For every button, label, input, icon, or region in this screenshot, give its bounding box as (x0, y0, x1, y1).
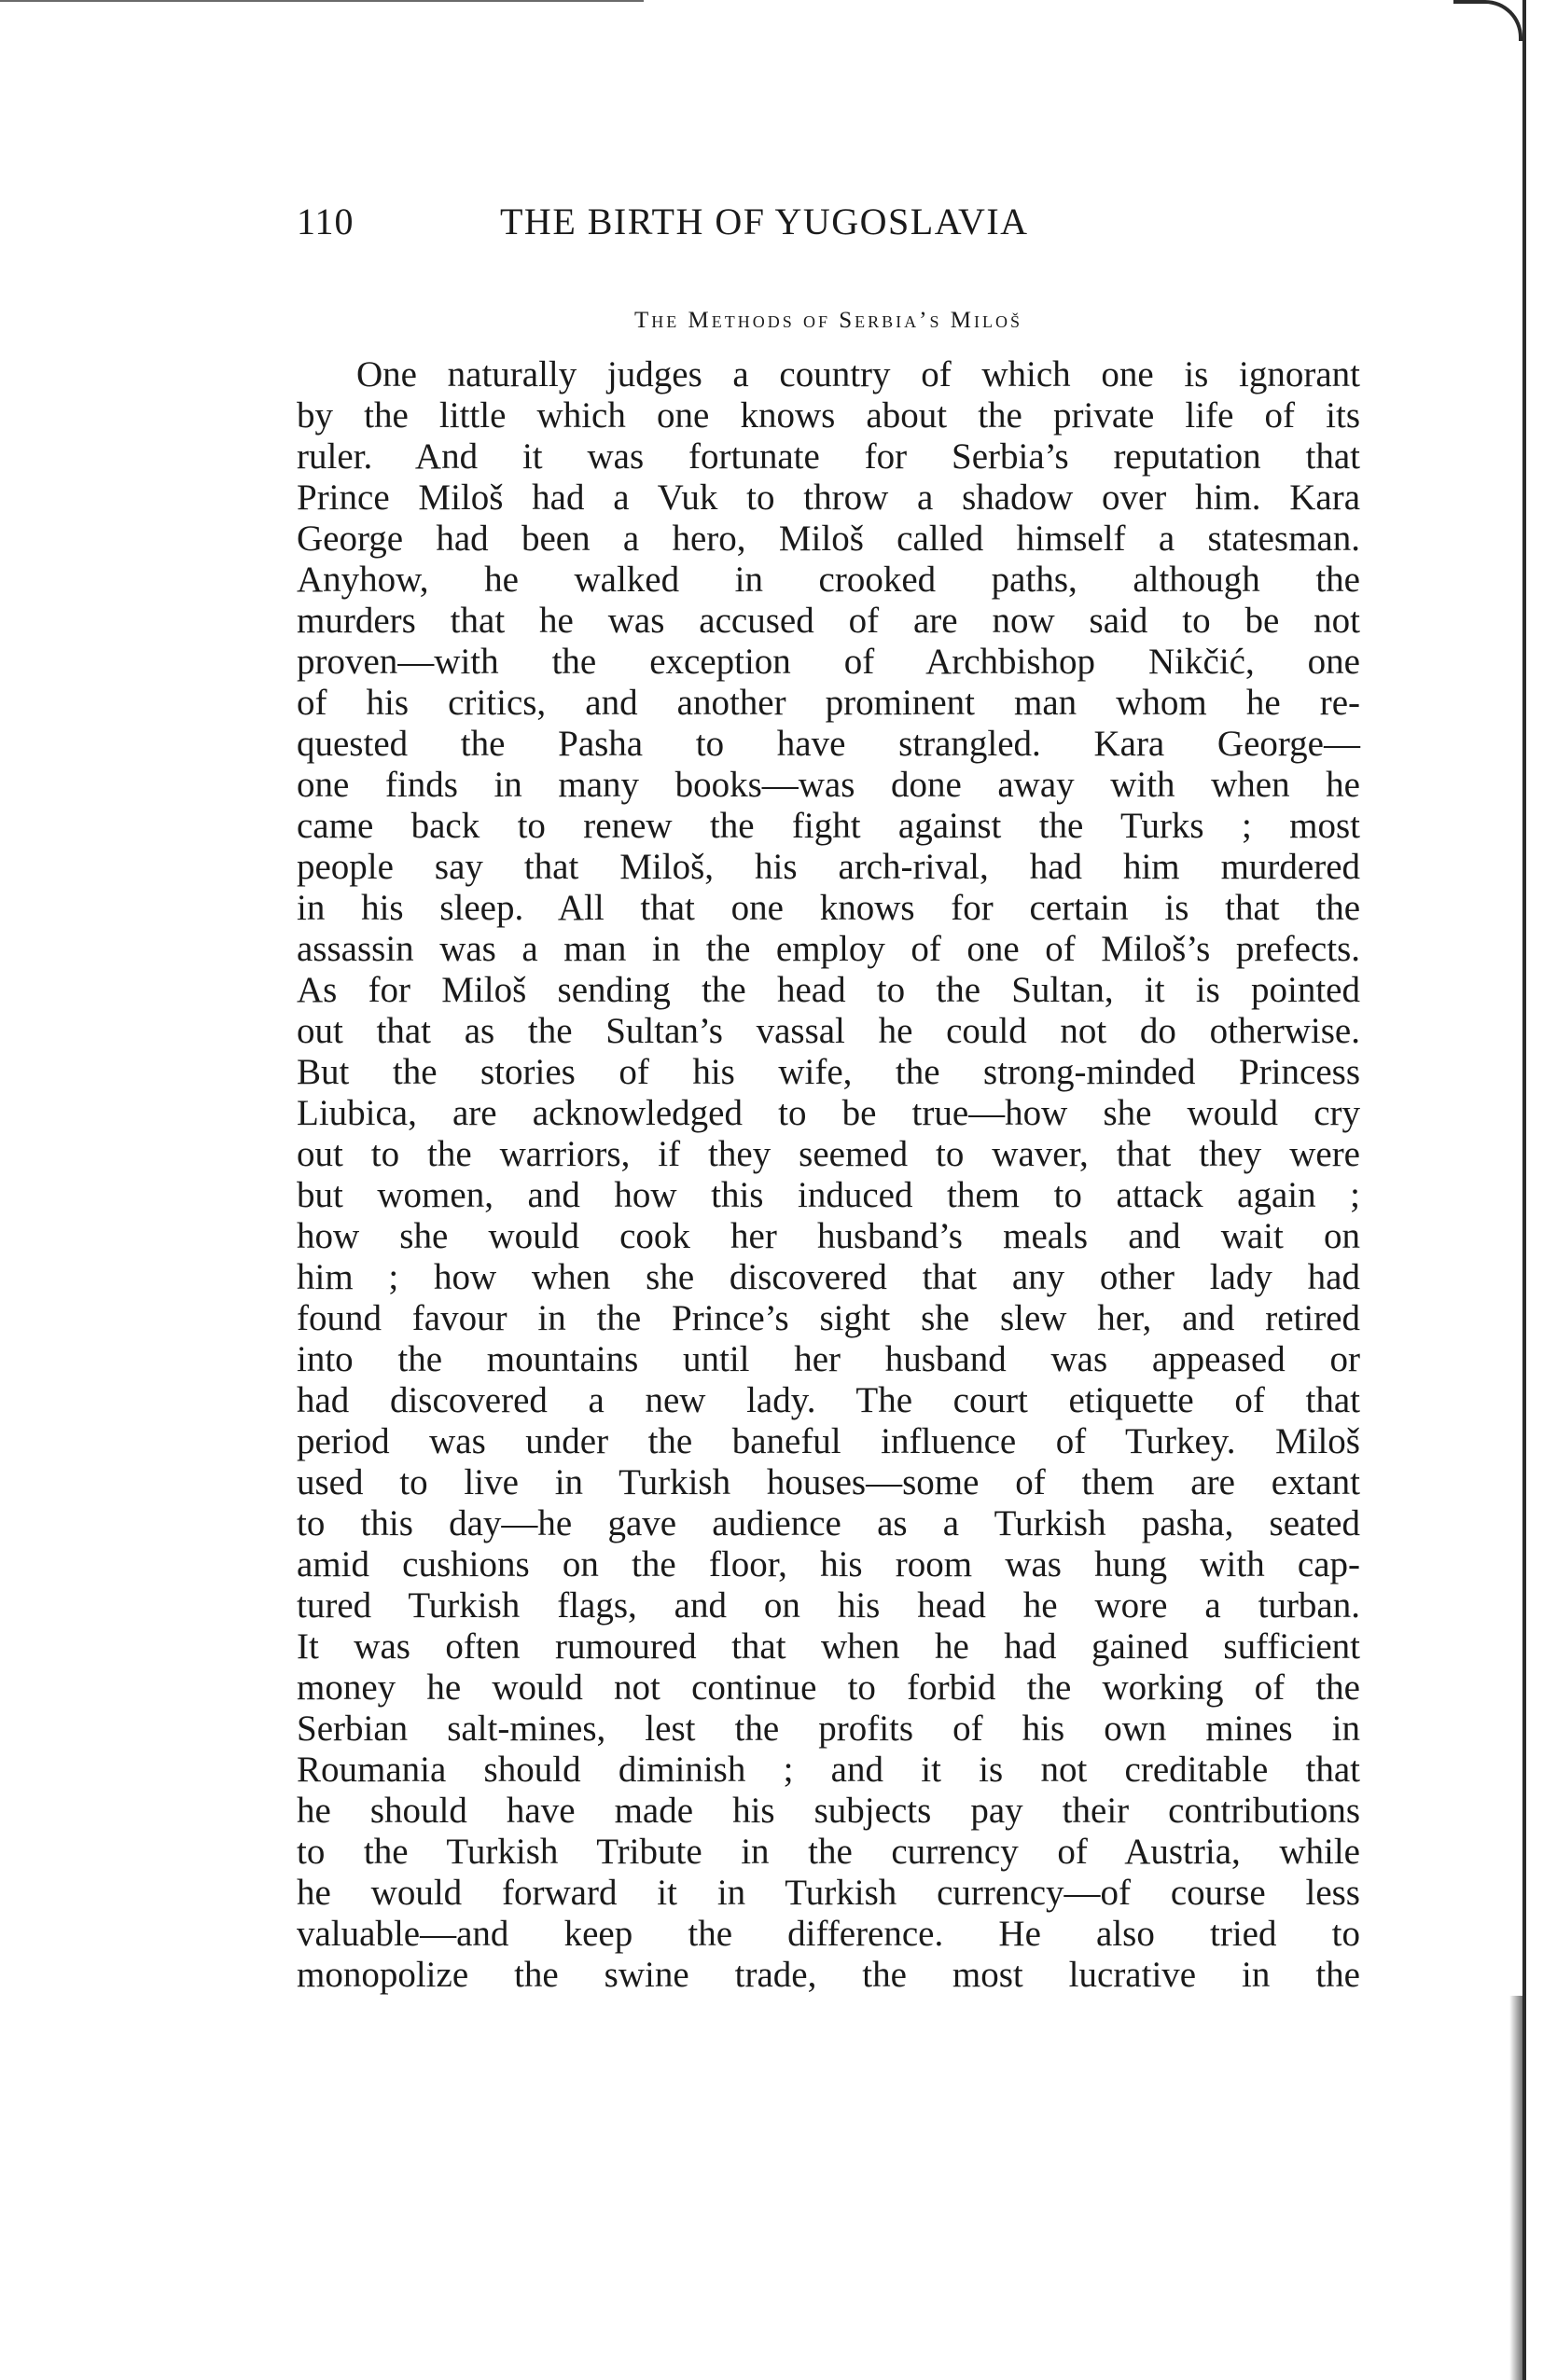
text-line: Prince Miloš had a Vuk to throw a shadow over him. Kara (297, 477, 1360, 518)
running-title: THE BIRTH OF YUGOSLAVIA (500, 201, 1029, 242)
page-edge-border (1522, 0, 1526, 2380)
text-line: to this day—he gave audience as a Turkish pasha, seated (297, 1503, 1360, 1543)
text-line: One naturally judges a country of which one is ignorant (356, 354, 1360, 394)
text-line: but women, and how this induced them to attack again ; (297, 1175, 1360, 1215)
text-line: out to the warriors, if they seemed to waver, that they were (297, 1134, 1360, 1174)
text-line: ruler. And it was fortunate for Serbia’s reputation that (297, 436, 1360, 477)
text-line: It was often rumoured that when he had gained sufficient (297, 1626, 1360, 1667)
text-line: George had been a hero, Miloš called himself a statesman. (297, 519, 1360, 559)
page-top-rule (0, 0, 644, 2)
text-line: valuable—and keep the difference. He also tried to (297, 1914, 1360, 1954)
text-line: monopolize the swine trade, the most lucrative in the (297, 1955, 1360, 1995)
text-line: assassin was a man in the employ of one of Miloš’s prefects. (297, 929, 1360, 969)
text-line: amid cushions on the floor, his room was hung with cap- (297, 1544, 1360, 1584)
body-text (297, 354, 1360, 1996)
text-line: used to live in Turkish houses—some of them are extant (297, 1462, 1360, 1502)
text-line: proven—with the exception of Archbishop Nikčić, one (297, 642, 1360, 682)
text-line: to the Turkish Tribute in the currency of Austria, while (297, 1832, 1360, 1872)
text-line: people say that Miloš, his arch-rival, had him murdered (297, 847, 1360, 887)
text-line: by the little which one knows about the private life of its (297, 395, 1360, 436)
text-line: how she would cook her husband’s meals and wait on (297, 1216, 1360, 1256)
text-line: him ; how when she discovered that any other lady had (297, 1257, 1360, 1297)
text-line: Serbian salt-mines, lest the profits of his own mines in (297, 1709, 1360, 1749)
page-number: 110 (297, 201, 354, 242)
text-line: money he would not continue to forbid the working of the (297, 1667, 1360, 1708)
text-line: one finds in many books—was done away with when he (297, 765, 1360, 805)
text-line: period was under the baneful influence of Turkey. Miloš (297, 1421, 1360, 1461)
text-line: had discovered a new lady. The court etiquette of that (297, 1380, 1360, 1420)
text-line: into the mountains until her husband was appeased or (297, 1339, 1360, 1379)
text-line: quested the Pasha to have strangled. Kara George— (297, 724, 1360, 764)
text-line: of his critics, and another prominent man whom he re- (297, 683, 1360, 723)
page-edge-curl (1453, 0, 1522, 41)
text-line: he would forward it in Turkish currency—of course less (297, 1873, 1360, 1913)
page-header (297, 194, 1230, 250)
text-line: murders that he was accused of are now said to be not (297, 601, 1360, 641)
text-line: found favour in the Prince’s sight she slew her, and retired (297, 1298, 1360, 1338)
text-line: Roumania should diminish ; and it is not creditable that (297, 1750, 1360, 1790)
text-line: out that as the Sultan’s vassal he could not do otherwise. (297, 1011, 1360, 1051)
text-line: But the stories of his wife, the strong-minded Princess (297, 1052, 1360, 1092)
text-line: Anyhow, he walked in crooked paths, although the (297, 560, 1360, 600)
text-line: Liubica, are acknowledged to be true—how she would cry (297, 1093, 1360, 1133)
text-line: he should have made his subjects pay their contributions (297, 1791, 1360, 1831)
page-edge-shadow (1509, 1996, 1522, 2380)
text-line: tured Turkish flags, and on his head he wore a turban. (297, 1585, 1360, 1626)
text-line: As for Miloš sending the head to the Sultan, it is pointed (297, 970, 1360, 1010)
text-line: came back to renew the fight against the Turks ; most (297, 806, 1360, 846)
section-heading: The Methods of Serbia’s Miloš (634, 308, 1022, 333)
text-line: in his sleep. All that one knows for certain is that the (297, 888, 1360, 928)
